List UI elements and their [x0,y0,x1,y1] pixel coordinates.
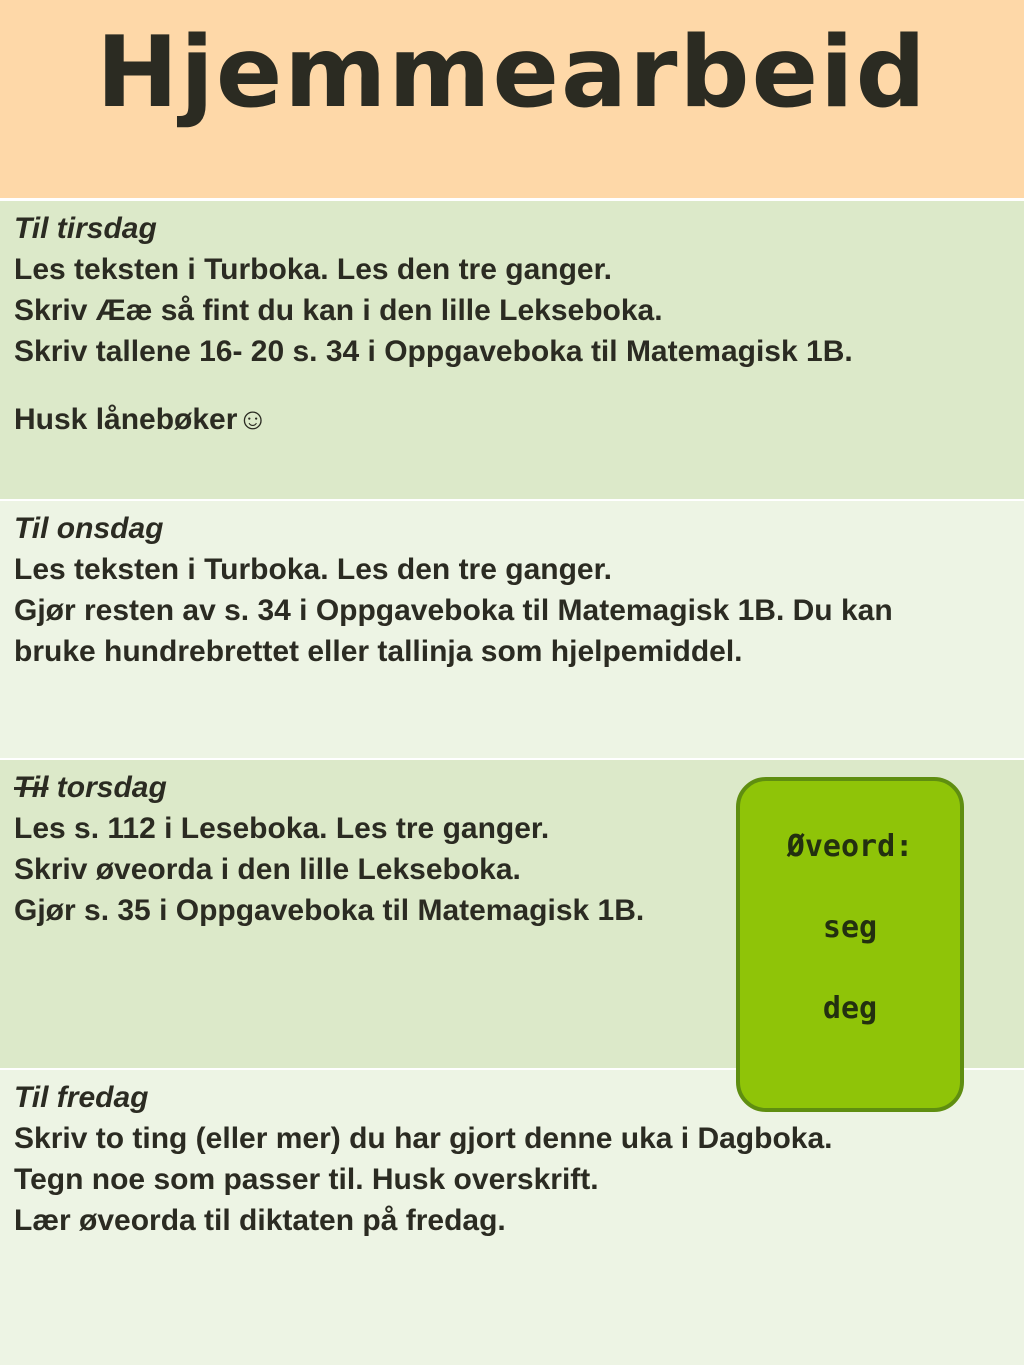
practice-word: deg [822,991,878,1026]
day-heading-tuesday: Til tirsdag [14,212,157,245]
practice-words-title: Øveord: [786,829,914,864]
day-heading-friday: Til fredag [14,1081,149,1114]
day-name: torsdag [48,771,167,804]
task-line: Gjør resten av s. 34 i Oppgaveboka til Matemagisk 1B. Du kan bruke hundrebrettet eller tallinja som hjelpemiddel. [14,594,893,668]
task-line: Gjør s. 35 i Oppgaveboka til Matemagisk 1B. [14,894,645,927]
task-line: Skriv to ting (eller mer) du har gjort denne uka i Dagboka. [14,1122,833,1155]
task-line: Skriv tallene 16- 20 s. 34 i Oppgaveboka til Matemagisk 1B. [14,335,853,368]
day-heading-wednesday: Til onsdag [14,512,164,545]
task-line: Les s. 112 i Leseboka. Les tre ganger. [14,812,550,845]
page-title: Hjemmearbeid [96,16,928,130]
task-line: Skriv øveorda i den lille Lekseboka. [14,853,521,886]
section-friday [0,1070,1024,1365]
section-wednesday [0,501,1024,758]
practice-words-box [736,777,964,1112]
reminder-line: Husk lånebøker☺ [14,403,269,436]
task-line: Les teksten i Turboka. Les den tre ganger. [14,253,612,286]
task-line: Skriv Ææ så fint du kan i den lille Lekseboka. [14,294,663,327]
task-line: Lær øveorda til diktaten på fredag. [14,1204,506,1237]
task-line: Les teksten i Turboka. Les den tre ganger. [14,553,612,586]
task-line: Tegn noe som passer til. Husk overskrift. [14,1163,599,1196]
spacer [14,372,1024,399]
struck-word: Til [14,771,49,804]
header-banner [0,0,1024,198]
practice-word: seg [822,910,878,945]
section-tuesday [0,201,1024,499]
